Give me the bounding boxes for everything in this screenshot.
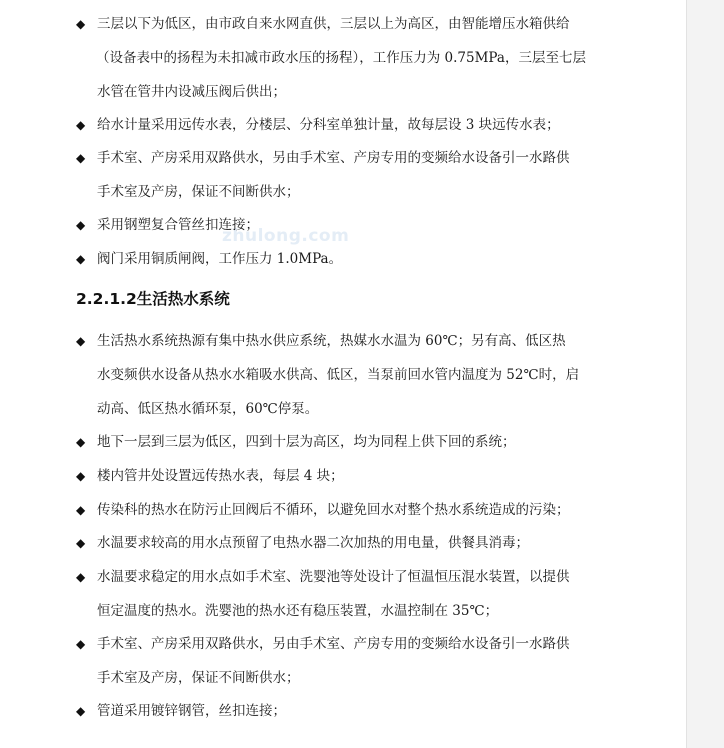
text-line: 恒定温度的热水。洗婴池的热水还有稳压装置，水温控制在 35℃； (97, 603, 499, 619)
diamond-bullet-icon: ◆ (76, 435, 86, 449)
text-line: 管道采用镀锌钢管，丝扣连接； (97, 703, 286, 719)
list-item (76, 526, 606, 560)
diamond-bullet-icon: ◆ (76, 218, 86, 232)
list-item-text (76, 459, 606, 493)
diamond-bullet-icon: ◆ (76, 503, 86, 517)
list-item (76, 242, 606, 276)
text-line: 三层以下为低区，由市政自来水网直供，三层以上为高区，由智能增压水箱供给 (97, 16, 570, 32)
list-item-text (76, 560, 606, 628)
list-item-text (76, 694, 606, 728)
list-item (76, 425, 606, 459)
text-line: 传染科的热水在防污止回阀后不循环，以避免回水对整个热水系统造成的污染； (97, 502, 570, 518)
diamond-bullet-icon: ◆ (76, 118, 86, 132)
diamond-bullet-icon: ◆ (76, 469, 86, 483)
text-line: 水温要求稳定的用水点如手术室、洗婴池等处设计了恒温恒压混水装置，以提供 (97, 569, 570, 585)
text-line: （设备表中的扬程为未扣减市政水压的扬程），工作压力为 0.75MPa，三层至七层 (96, 50, 586, 66)
text-line: 生活热水系统热源有集中热水供应系统，热媒水水温为 60℃；另有高、低区热 (97, 333, 566, 349)
text-line: 动高、低区热水循环泵，60℃停泵。 (97, 401, 319, 417)
text-line: 水管在管井内设减压阀后供出； (97, 84, 286, 100)
text-line: 手术室、产房采用双路供水，另由手术室、产房专用的变频给水设备引一水路供 (97, 150, 570, 166)
text-line: 水温要求较高的用水点预留了电热水器二次加热的用电量，供餐具消毒； (97, 535, 529, 551)
list-item (76, 560, 606, 628)
text-line: 楼内管井处设置远传热水表，每层 4 块； (97, 468, 344, 484)
list-item (76, 493, 606, 527)
list-item-text (76, 242, 606, 276)
watermark: zhulong.com (222, 226, 350, 246)
text-line: 手术室及产房，保证不间断供水； (97, 184, 300, 200)
text-line: 阀门采用铜质闸阀，工作压力 1.0MPa。 (97, 251, 343, 267)
list-item-text (76, 627, 606, 695)
diamond-bullet-icon: ◆ (76, 334, 86, 348)
section-heading: 2.2.1.2生活热水系统 (76, 290, 230, 308)
text-line: 水变频供水设备从热水水箱吸水供高、低区，当泵前回水管内温度为 52℃时，启 (97, 367, 580, 383)
diamond-bullet-icon: ◆ (76, 637, 86, 651)
list-item-text (76, 108, 606, 142)
diamond-bullet-icon: ◆ (76, 252, 86, 266)
viewer-gutter (687, 0, 724, 748)
list-item-text (76, 425, 606, 459)
text-line: 给水计量采用远传水表，分楼层、分科室单独计量，故每层设 3 块远传水表； (97, 117, 560, 133)
list-item-text (76, 7, 606, 109)
diamond-bullet-icon: ◆ (76, 17, 86, 31)
list-item-text (76, 526, 606, 560)
list-item (76, 141, 606, 209)
list-item (76, 694, 606, 728)
diamond-bullet-icon: ◆ (76, 536, 86, 550)
list-item (76, 7, 606, 109)
list-item-text (76, 141, 606, 209)
list-item (76, 324, 606, 426)
diamond-bullet-icon: ◆ (76, 570, 86, 584)
list-item (76, 459, 606, 493)
list-item-text (76, 493, 606, 527)
text-line: 采用钢塑复合管丝扣连接； (97, 217, 259, 233)
list-item-text (76, 324, 606, 426)
diamond-bullet-icon: ◆ (76, 704, 86, 718)
diamond-bullet-icon: ◆ (76, 151, 86, 165)
list-item (76, 108, 606, 142)
text-line: 地下一层到三层为低区，四到十层为高区，均为同程上供下回的系统； (97, 434, 516, 450)
list-item-text (76, 208, 606, 242)
text-line: 手术室及产房，保证不间断供水； (97, 670, 300, 686)
text-line: 手术室、产房采用双路供水，另由手术室、产房专用的变频给水设备引一水路供 (97, 636, 570, 652)
list-item (76, 208, 606, 242)
list-item (76, 627, 606, 695)
